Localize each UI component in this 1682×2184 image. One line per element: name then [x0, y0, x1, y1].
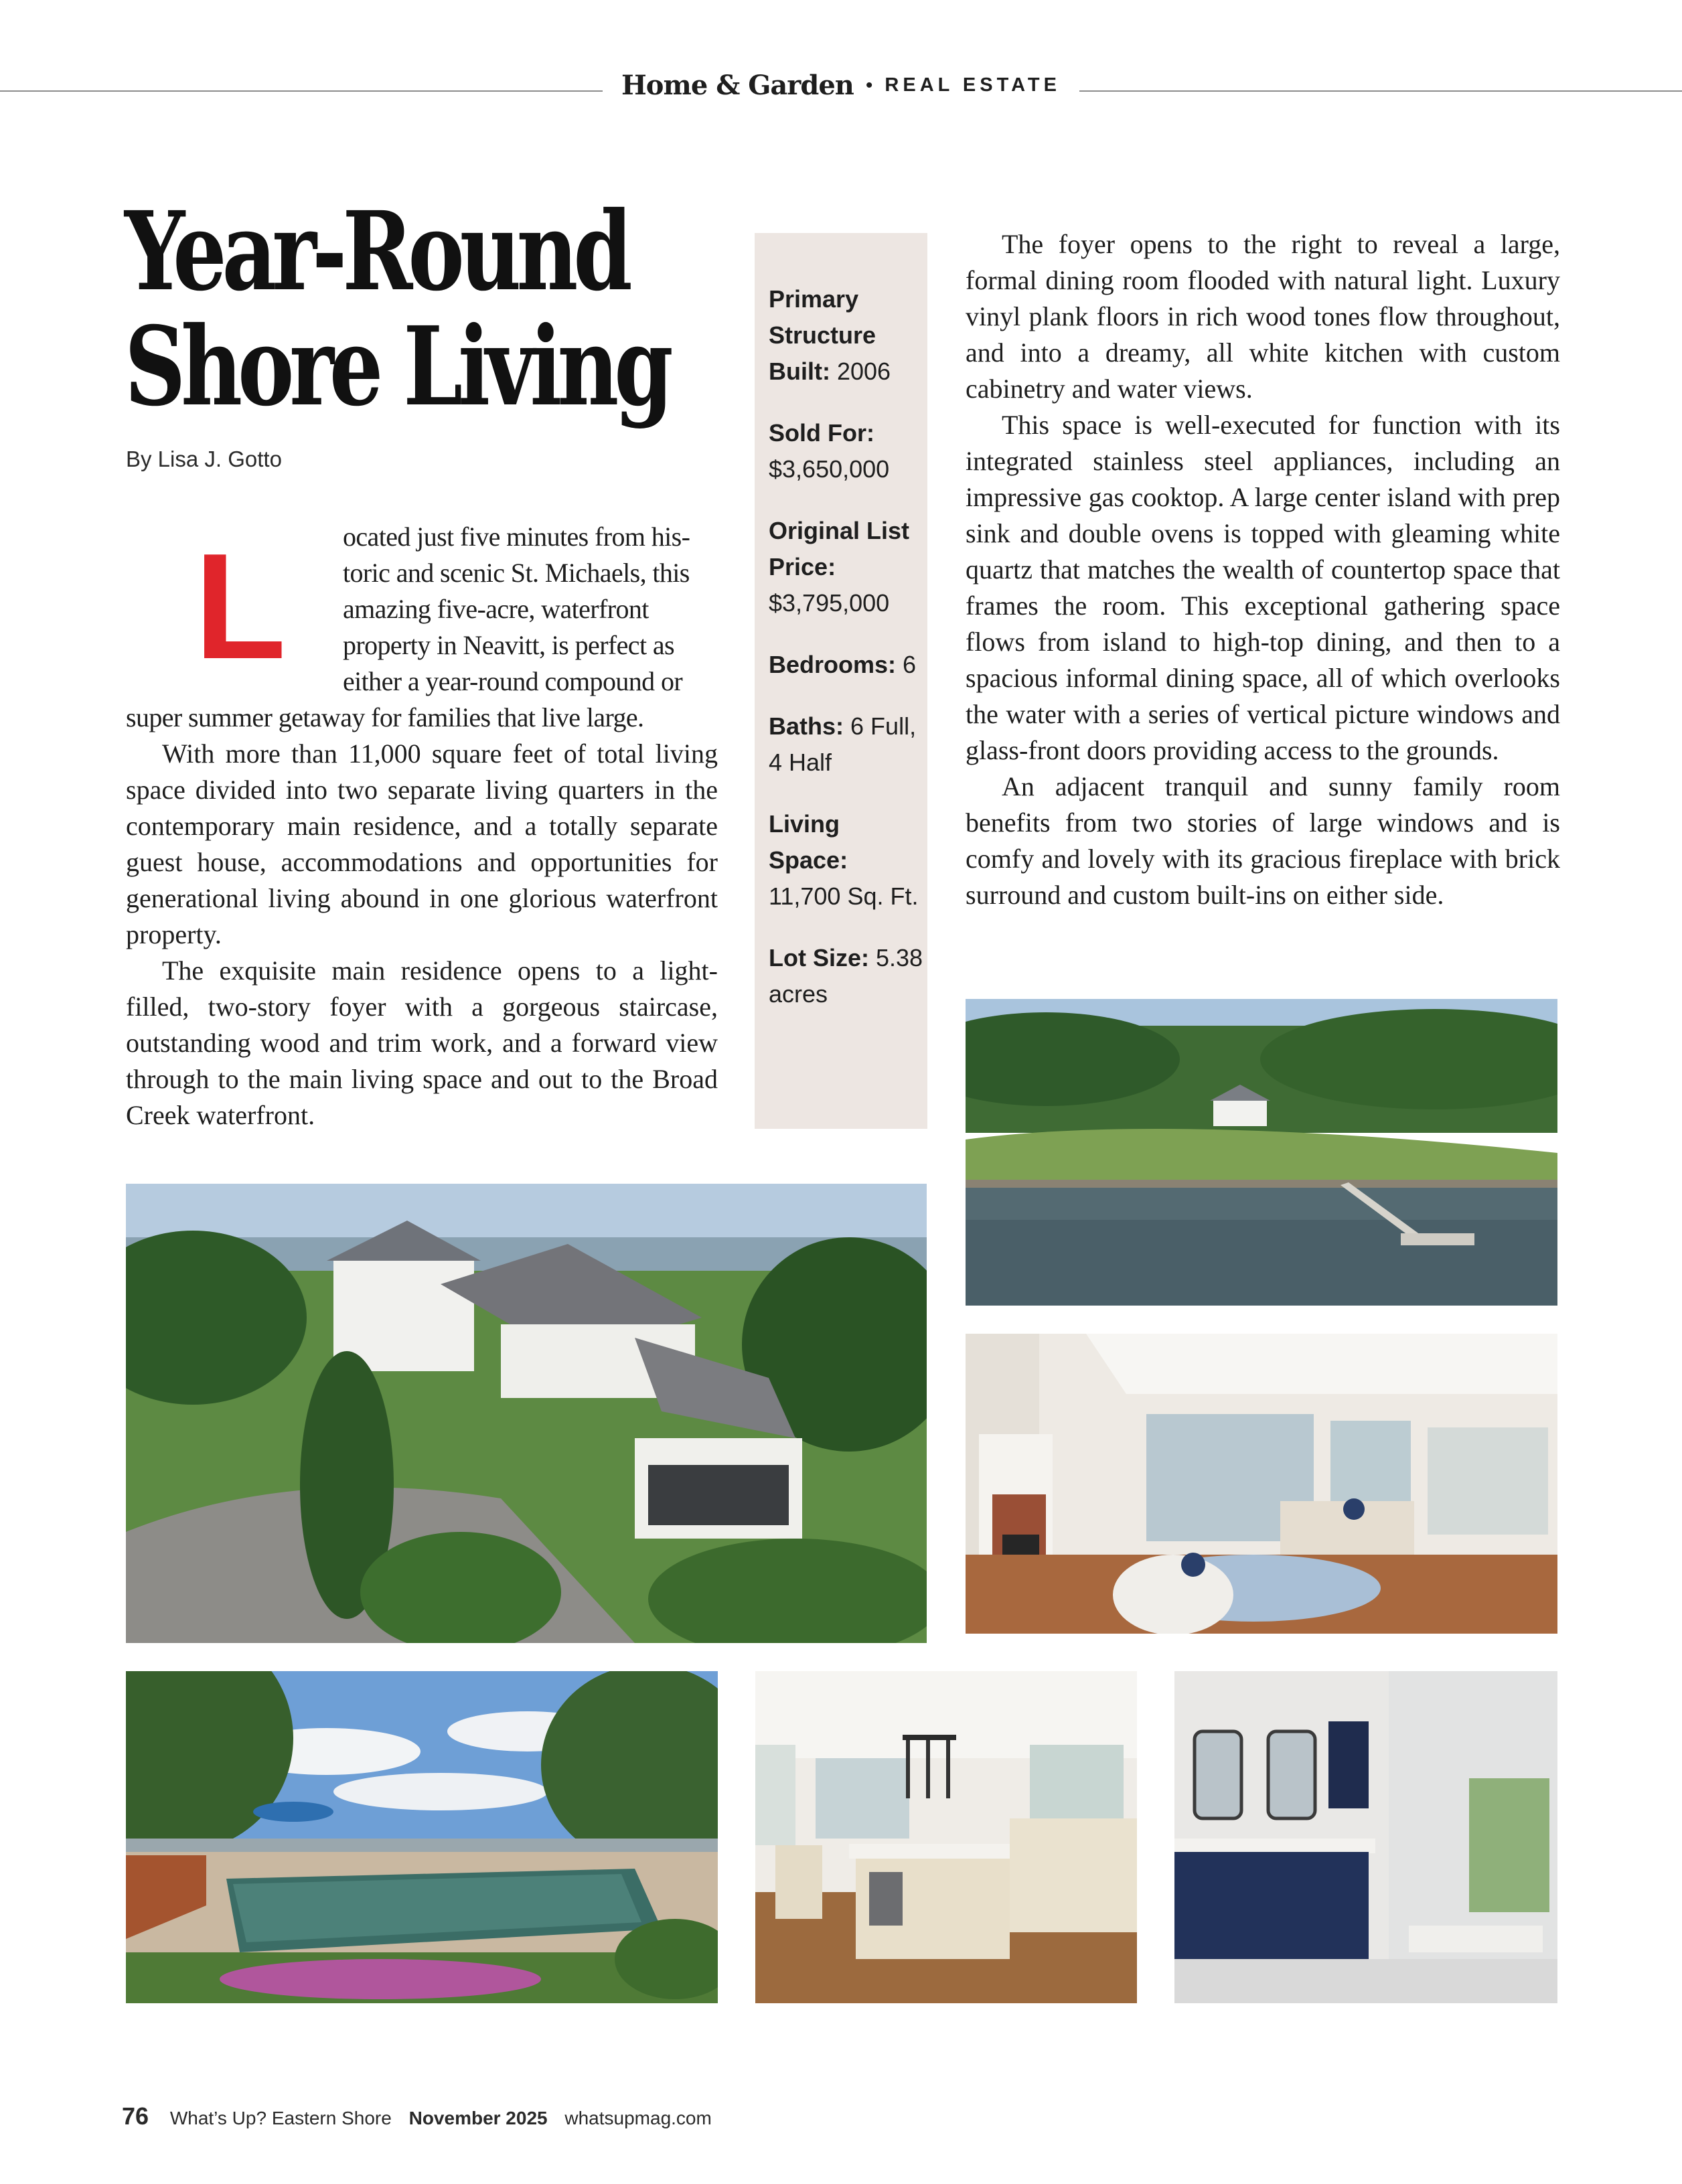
- page-footer: [122, 2102, 712, 2130]
- photo-kitchen: [755, 1671, 1137, 2003]
- lead-line: amazing five-acre, waterfront: [343, 594, 649, 624]
- property-facts-list: [769, 281, 924, 1038]
- page-number: 76: [122, 2102, 149, 2130]
- fact-lot-size: Lot Size: 5.38 acres: [769, 944, 923, 1008]
- fact-sold-for: Sold For: $3,650,000: [769, 419, 890, 483]
- fact-list-price: Original List Price: $3,795,000: [769, 517, 910, 617]
- title-line-1: Year-Round: [125, 188, 628, 315]
- section-brand: Home & Garden: [621, 70, 854, 101]
- byline: By Lisa J. Gotto: [126, 447, 282, 471]
- fact-living-space: Living Space: 11,700 Sq. Ft.: [769, 810, 919, 910]
- body-column-right: [966, 226, 1560, 913]
- photo-aerial-residence: [126, 1184, 927, 1643]
- lead-line: toric and scenic St. Michaels, this: [343, 558, 690, 588]
- lead-continuation: super summer getaway for families that live large.: [126, 702, 644, 732]
- section-label: REAL ESTATE: [885, 74, 1061, 96]
- body-paragraph: The foyer opens to the right to reveal a large, formal dining room flooded with natural light. Luxury vinyl plank floors in rich wood tones flow throughout, and into a dreamy, all white kitchen with custom cabinetry and water views.: [966, 229, 1560, 404]
- fact-baths: Baths: 6 Full, 4 Half: [769, 712, 917, 776]
- issue-date: November 2025: [408, 2108, 548, 2128]
- article-title: [125, 188, 669, 431]
- photo-pool: [126, 1671, 718, 2003]
- body-paragraph: The exquisite main residence opens to a light-filled, two-story foyer with a gorgeous staircase, outstanding wood and trim work, and a forward view through to the main living space and out to the Broad Creek waterfront.: [126, 955, 718, 1130]
- drop-cap: L: [194, 522, 287, 690]
- title-line-2: Shore Living: [125, 303, 669, 431]
- body-column-left: [126, 700, 718, 1134]
- photo-aerial-waterfront: [966, 999, 1557, 1306]
- body-paragraph: This space is well-executed for function with its integrated stainless steel appliances, including an impressive gas cooktop. A large center island with prep sink and double ovens is topped with gleaming white quartz that matches the wealth of countertop space that frames the room. This exceptional gathering space flows from island to high-top dining, and then to a spacious informal dining space, all of which overlooks the water with a series of vertical picture windows and glass-front doors providing access to the grounds.: [966, 410, 1560, 765]
- photo-family-room: [966, 1334, 1557, 1634]
- fact-built: Primary Structure Built: 2006: [769, 285, 891, 385]
- lead-line: either a year-round compound or: [343, 666, 683, 696]
- body-paragraph: With more than 11,000 square feet of total living space divided into two separate living quarters in the contemporary main residence, and a totally separate guest house, accommodations and opportunities for generational living abound in one glorious waterfront property.: [126, 738, 718, 949]
- lead-line: ocated just five minutes from his-: [343, 522, 690, 552]
- lead-paragraph: [343, 519, 718, 700]
- photo-bathroom: [1174, 1671, 1557, 2003]
- fact-bedrooms: Bedrooms: 6: [769, 651, 917, 678]
- publication-name: What’s Up? Eastern Shore: [169, 2108, 392, 2128]
- website-link[interactable]: whatsupmag.com: [564, 2108, 712, 2128]
- header-separator: •: [865, 74, 873, 96]
- lead-line: property in Neavitt, is perfect as: [343, 630, 674, 660]
- section-header: [0, 70, 1682, 110]
- body-paragraph: An adjacent tranquil and sunny family room benefits from two stories of large windows and is comfy and lovely with its gracious fireplace with brick surround and custom built-ins on either side.: [966, 771, 1560, 910]
